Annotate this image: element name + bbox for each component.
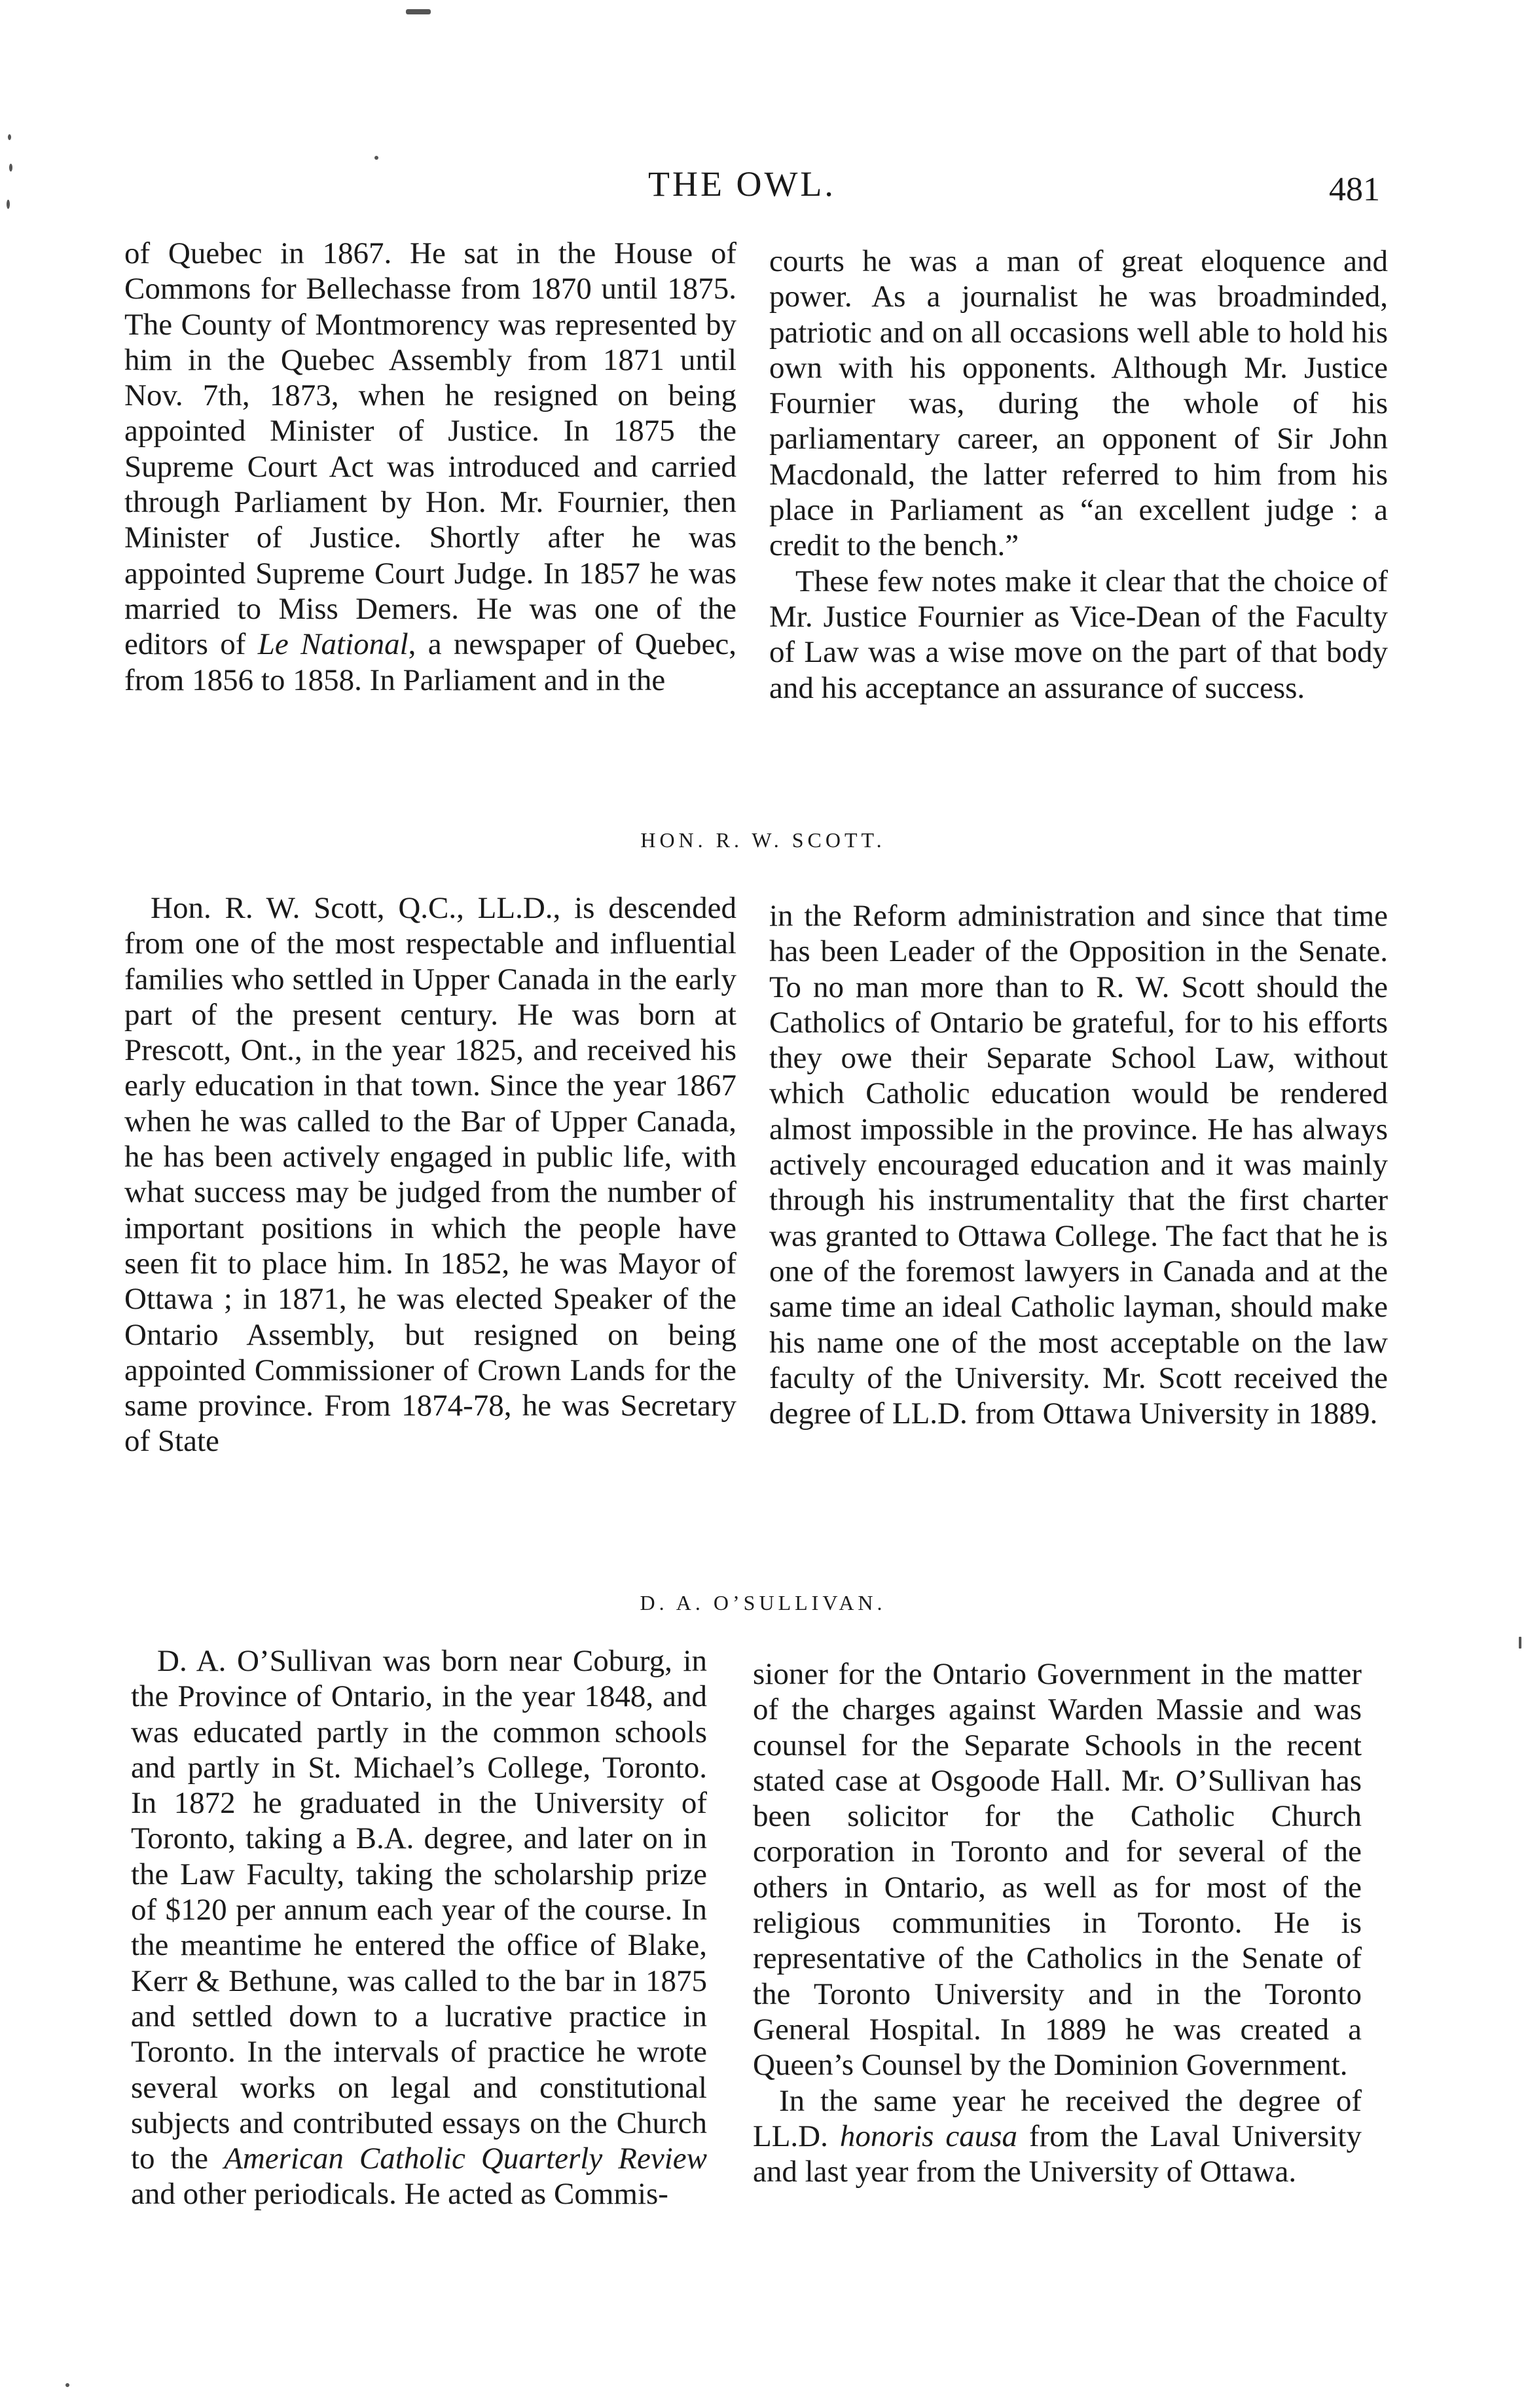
scan-speck xyxy=(9,164,12,172)
scan-speck xyxy=(374,156,378,160)
scott-left-column xyxy=(124,890,736,1459)
continued-article-right-paragraph-2: These few notes make it clear that the choice of Mr. Justice Fournier as Vice-Dean of the Faculty of Law was a wise move on the part of that body and his acceptance an assurance of success. xyxy=(769,564,1388,705)
continued-article-left-column xyxy=(124,236,736,698)
continued-article-left-text: of Quebec in 1867. He sat in the House of Commons for Bellechasse from 1870 until 1875. The County of Montmorency was represented by him in the Quebec Assembly from 1871 until Nov. 7th, 1873, when he resigned on being appointed Minister of Justice. In 1875 the Supreme Court Act was introduced and carried through Parliament by Hon. Mr. Fournier, then Minister of Justice. Shortly after he was appointed Supreme Court Judge. In 1857 he was married to Miss Demers. He was one of the editors of xyxy=(124,236,736,662)
osullivan-right-p2-head: In the same year he received the degree of LL.D. xyxy=(753,2083,1362,2153)
scan-artifact-top xyxy=(406,9,431,14)
newspaper-title: Le National xyxy=(257,627,409,662)
osullivan-right-column xyxy=(753,1656,1362,2189)
osullivan-right-paragraph-1: sioner for the Ontario Government in the matter of the charges against Warden Massie and was counsel for the Separate Schools in the recent stated case at Osgoode Hall. Mr. O’Sullivan has been solicitor for the Catholic Church corporation in Toronto and for several of the others in Ontario, as well as for most of the religious communities in Toronto. He is representative of the Catholics in the Senate of the Toronto University and in the Toronto General Hospital. In 1889 he was created a Queen’s Counsel by the Dominion Government. xyxy=(753,1657,1362,2083)
page-number: 481 xyxy=(1329,171,1380,208)
continued-article-left-paragraph xyxy=(124,236,736,698)
scan-speck xyxy=(7,200,10,209)
continued-article-right-paragraph-1: courts he was a man of great eloquence and power. As a journalist he was broadminded, patriotic and on all occasions well able to hold his own with his opponents. Although Mr. Justice Fournier was, during the whole of his parliamentary career, an opponent of Sir John Macdonald, the latter referred to him from his place in Parliament as “an excellent judge : a credit to the bench.” xyxy=(769,244,1388,563)
scott-left-paragraph: Hon. R. W. Scott, Q.C., LL.D., is descended from one of the most respectable and influential families who settled in Upper Canada in the early part of the present century. He was born at Prescott, Ont., in the year 1825, and received his early education in that town. Since the year 1867 when he was called to the Bar of Upper Canada, he has been actively engaged in public life, with what success may be judged from the number of important positions in which the people have seen fit to place him. In 1852, he was Mayor of Ottawa ; in 1871, he was elected Speaker of the Ontario Assembly, but resigned on being appointed Commissioner of Crown Lands for the same province. From 1874-78, he was Secretary of State xyxy=(124,891,736,1459)
scan-speck xyxy=(1519,1637,1521,1649)
osullivan-left-tail: and other periodicals. He acted as Commis- xyxy=(131,2177,668,2212)
osullivan-right-p2-tail: from the Laval University and last year from the University of Ottawa. xyxy=(753,2119,1362,2189)
latin-phrase: honoris causa xyxy=(839,2119,1018,2153)
continued-article-right-column xyxy=(769,244,1388,706)
osullivan-left-column xyxy=(131,1643,707,2212)
review-title: American Catholic Quarterly Review xyxy=(224,2142,707,2176)
journal-title: THE OWL. xyxy=(648,164,836,204)
section-heading-osullivan: D. A. O’SULLIVAN. xyxy=(640,1591,886,1614)
scott-right-paragraph: in the Reform administration and since that time has been Leader of the Opposition in the Senate. To no man more than to R. W. Scott should the Catholics of Ontario be grateful, for to his efforts they owe their Separate School Law, without which Catholic education would be rendered almost impossible in the province. He has always actively encouraged education and it was mainly through his instrumentality that the first charter was granted to Ottawa College. The fact that he is one of the foremost lawyers in Canada and at the same time an ideal Catholic layman, should make his name one of the most acceptable on the law faculty of the University. Mr. Scott received the degree of LL.D. from Ottawa University in 1889. xyxy=(769,899,1388,1431)
scan-speck xyxy=(8,134,11,140)
running-head xyxy=(0,164,1526,210)
scott-right-column xyxy=(769,898,1388,1431)
osullivan-left-text: D. A. O’Sullivan was born near Coburg, in the Province of Ontario, in the year 1848, and was educated partly in the common schools and partly in St. Michael’s College, Toronto. In 1872 he graduated in the University of Toronto, taking a B.A. degree, and later on in the Law Faculty, taking the scholarship prize of $120 per annum each year of the course. In the meantime he entered the office of Blake, Kerr & Bethune, was called to the bar in 1875 and settled down to a lucrative practice in Toronto. In the intervals of practice he wrote several works on legal and constitutional subjects and contributed essays on the Church to the xyxy=(131,1644,707,2176)
section-heading-scott: HON. R. W. SCOTT. xyxy=(640,828,886,852)
osullivan-right-paragraph-2 xyxy=(753,2083,1362,2190)
continued-article-left-tail: , a newspaper of Quebec, from 1856 to 1858. In Parliament and in the xyxy=(124,627,737,697)
osullivan-left-paragraph xyxy=(131,1643,707,2212)
scan-speck xyxy=(65,2383,69,2387)
